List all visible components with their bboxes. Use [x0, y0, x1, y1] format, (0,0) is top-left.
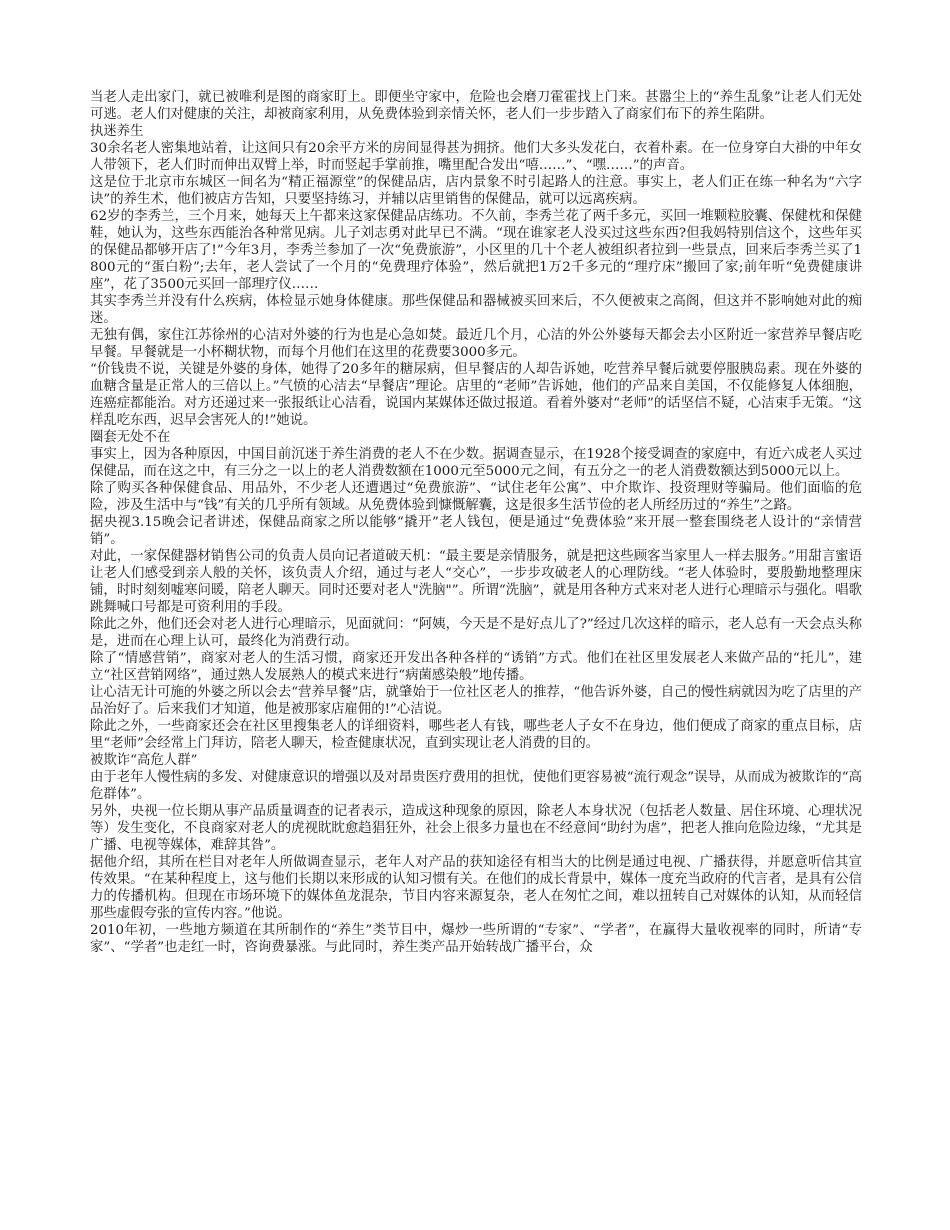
paragraph: 2010年初，一些地方频道在其所制作的“养生”类节目中，爆炒一些所谓的“专家”、“学者”，在赢得大量收视率的同时，所请“专家”、“学者”也走红一时，咨询费暴涨。与此同时，养生类产品开始转战广播平台，众 [90, 923, 862, 955]
paragraph: 让心洁无计可施的外婆之所以会去“营养早餐”店，就肇始于一位社区老人的推荐，“他告诉外婆，自己的慢性病就因为吃了店里的产品治好了。后来我们才知道，他是被那家店雇佣的!”心洁说。 [90, 685, 862, 717]
paragraph: 这是位于北京市东城区一间名为“精正福源堂”的保健品店，店内景象不时引起路人的注意。事实上，老人们正在练一种名为“六字诀”的养生术，他们被店方告知，只要坚持练习，并辅以店里销售的保健品，就可以远离疾病。 [90, 175, 862, 207]
paragraph: 除此之外，他们还会对老人进行心理暗示，见面就问：“阿姨，今天是不是好点儿了?”经过几次这样的暗示，老人总有一天会点头称是，进而在心理上认可，最终化为消费行动。 [90, 617, 862, 649]
paragraph: 事实上，因为各种原因，中国目前沉迷于养生消费的老人不在少数。据调查显示，在1928个接受调查的家庭中，有近六成老人买过保健品，而在这之中，有三分之一以上的老人消费数额在1000元至5000元之间，有五分之一的老人消费数额达到5000元以上。 [90, 447, 862, 479]
paragraph: 除了“情感营销”，商家对老人的生活习惯，商家还开发出各种各样的“诱销”方式。他们在社区里发展老人来做产品的“托儿”，建立“社区营销网络”，通过熟人发展熟人的模式来进行“病菌感染般”地传播。 [90, 651, 862, 683]
paragraph: “价钱贵不说，关键是外婆的身体，她得了20多年的糖尿病，但早餐店的人却告诉她，吃营养早餐后就要停服胰岛素。现在外婆的血糖含量是正常人的三倍以上。”气愤的心洁去“早餐店”理论。店里的“老师”告诉她，他们的产品来自美国，不仅能修复人体细胞，连癌症都能治。对方还递过来一张报纸让心洁看，说国内某媒体还做过报道。看着外婆对“老师”的话坚信不疑，心洁束手无策。“这样乱吃东西，迟早会害死人的!”她说。 [90, 362, 862, 428]
paragraph: 由于老年人慢性病的多发、对健康意识的增强以及对昂贵医疗费用的担忧，使他们更容易被“流行观念”误导，从而成为被欺诈的“高危群体”。 [90, 770, 862, 802]
paragraph: 其实李秀兰并没有什么疾病，体检显示她身体健康。那些保健品和器械被买回来后，不久便被束之高阁，但这并不影响她对此的痴迷。 [90, 294, 862, 326]
section-heading-obsession: 执迷养生 [90, 124, 144, 139]
paragraph: 除此之外，一些商家还会在社区里搜集老人的详细资料，哪些老人有钱，哪些老人子女不在身边，他们便成了商家的重点目标，店里“老师”会经常上门拜访，陪老人聊天，检查健康状况，直到实现让老人消费的目的。 [90, 719, 862, 751]
paragraph: 对此，一家保健器材销售公司的负责人员向记者道破天机：“最主要是亲情服务，就是把这些顾客当家里人一样去服务。”用甜言蜜语让老人们感受到亲人般的关怀，该负责人介绍，通过与老人“交心”，一步步攻破老人的心理防线。“老人体验时，要殷勤地整理床铺，时时刻刻嘘寒问暖，陪老人聊天。同时还要对老人"洗脑"”。所谓“洗脑”，就是用各种方式来对老人进行心理暗示与强化。唱歌跳舞喊口号都是可资利用的手段。 [90, 549, 862, 615]
paragraph: 62岁的李秀兰，三个月来，她每天上午都来这家保健品店练功。不久前，李秀兰花了两千多元，买回一堆颗粒胶囊、保健枕和保健鞋，她认为，这些东西能治各种常见病。儿子刘志勇对此早已不满。“现在谁家老人没买过这些东西?但我妈特别信这个，这些年买的保健品都够开店了!”今年3月，李秀兰参加了一次“免费旅游”，小区里的几十个老人被组织者拉到一些景点，回来后李秀兰买了1800元的“蛋白粉”;去年，老人尝试了一个月的“免费理疗体验”，然后就把1万2千多元的“理疗床”搬回了家;前年听“免费健康讲座”，花了3500元买回一部理疗仪…… [90, 209, 862, 292]
paragraph: 无独有偶，家住江苏徐州的心洁对外婆的行为也是心急如焚。最近几个月，心洁的外公外婆每天都会去小区附近一家营养早餐店吃早餐。早餐就是一小杯糊状物，而每个月他们在这里的花费要3000多元。 [90, 328, 862, 360]
paragraph: 30余名老人密集地站着，让这间只有20余平方米的房间显得甚为拥挤。他们大多头发花白，衣着朴素。在一位身穿白大褂的中年女人带领下，老人们时而伸出双臂上举，时而竖起手掌前推，嘴里配合发出“嘻……”、“嘿……”的声音。 [90, 141, 862, 173]
intro-paragraph: 当老人走出家门，就已被唯利是图的商家盯上。即便坐守家中，危险也会磨刀霍霍找上门来。甚嚣尘上的“养生乱象”让老人们无处可逃。老人们对健康的关注，却被商家利用，从免费体验到亲情关怀，老人们一步步踏入了商家们布下的养生陷阱。 [90, 90, 862, 122]
section-heading-high-risk: 被欺诈“高危人群” [90, 753, 198, 768]
article-body [90, 89, 862, 956]
paragraph: 除了购买各种保健食品、用品外，不少老人还遭遇过“免费旅游”、“试住老年公寓”、中介欺诈、投资理财等骗局。他们面临的危险，涉及生活中与“钱”有关的几乎所有领域。从免费体验到慷慨解囊，这是很多生活节俭的老人所经历过的“养生”之路。 [90, 481, 862, 513]
section-heading-traps: 圈套无处不在 [90, 430, 171, 445]
paragraph: 另外，央视一位长期从事产品质量调查的记者表示，造成这种现象的原因，除老人本身状况（包括老人数量、居住环境、心理状况等）发生变化，不良商家对老人的虎视眈眈愈趋猖狂外，社会上很多力量也在不经意间“助纣为虐”，把老人推向危险边缘，“尤其是广播、电视等媒体，难辞其咎”。 [90, 804, 862, 853]
paragraph: 据他介绍，其所在栏目对老年人所做调查显示，老年人对产品的获知途径有相当大的比例是通过电视、广播获得，并愿意听信其宣传效果。“在某种程度上，这与他们长期以来形成的认知习惯有关。在他们的成长背景中，媒体一度充当政府的代言者，是具有公信力的传播机构。但现在市场环境下的媒体鱼龙混杂，节目内容来源复杂，老人在匆忙之间，难以扭转自己对媒体的认知，从而轻信那些虚假夸张的宣传内容。”他说。 [90, 855, 862, 921]
paragraph: 据央视3.15晚会记者讲述，保健品商家之所以能够“撬开”老人钱包，便是通过“免费体验”来开展一整套围绕老人设计的“亲情营销”。 [90, 515, 862, 547]
